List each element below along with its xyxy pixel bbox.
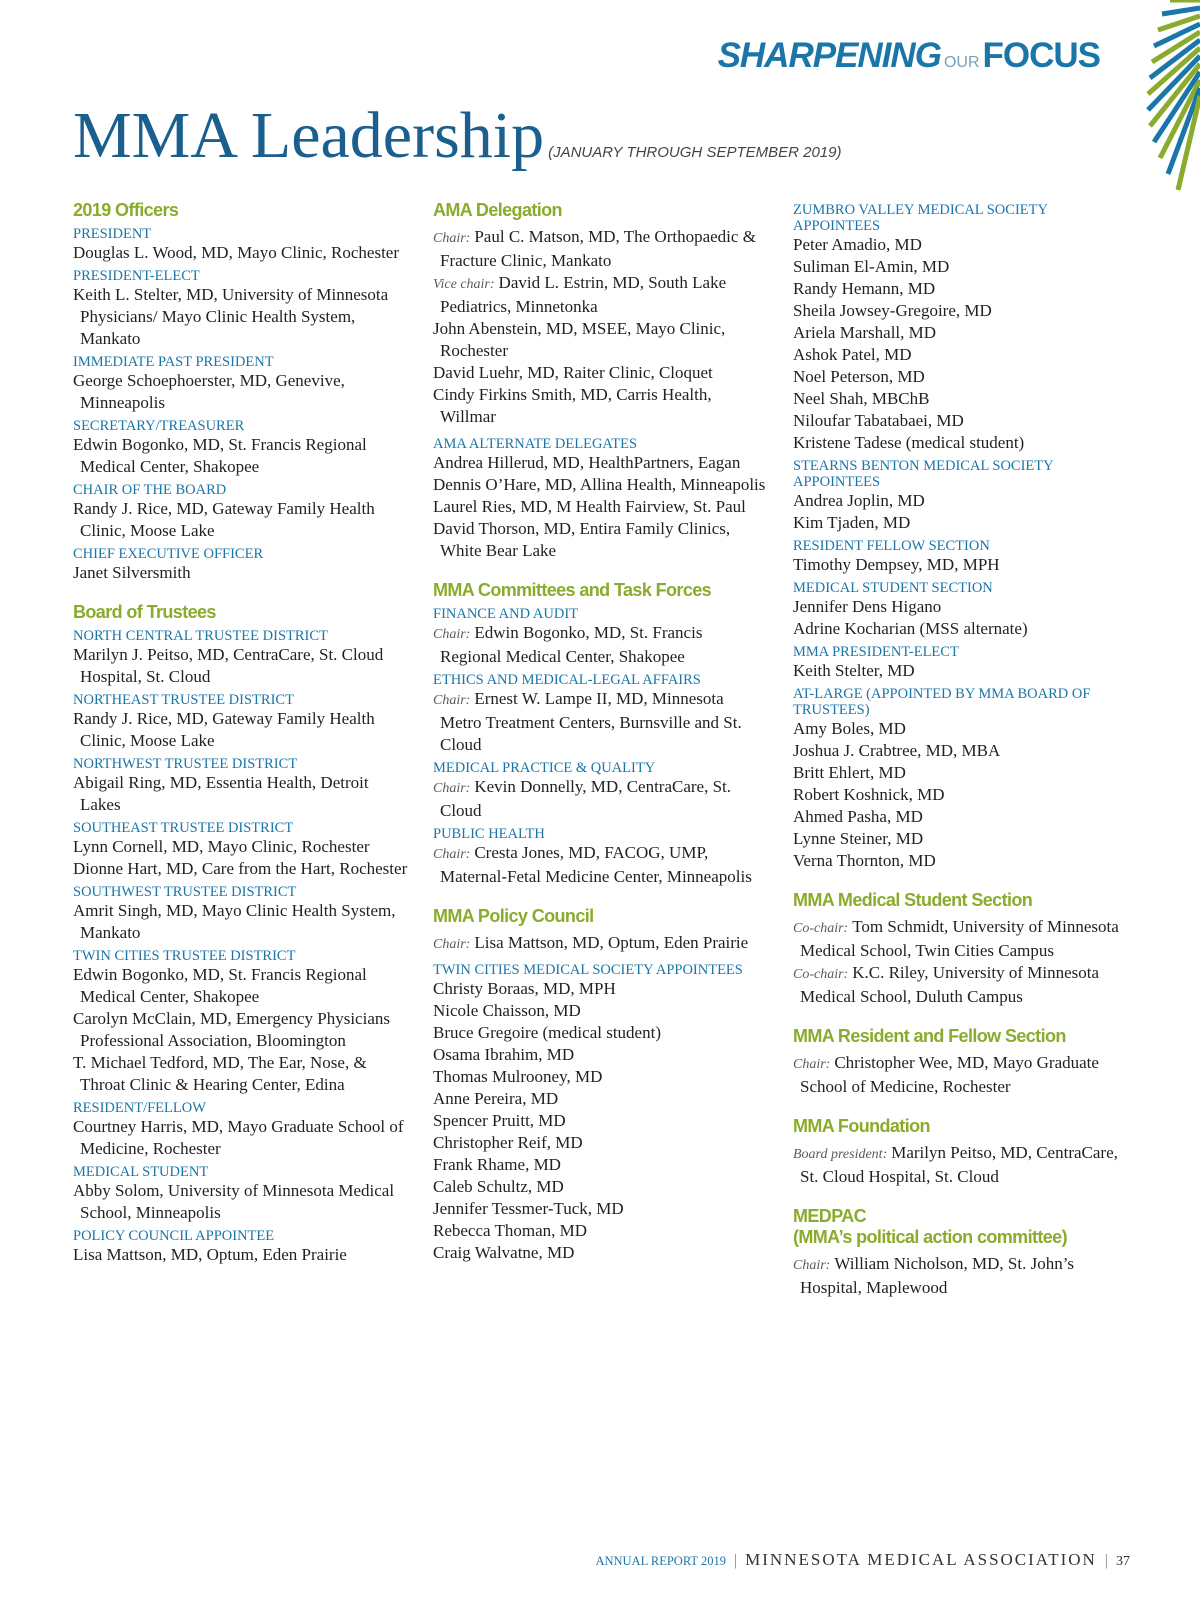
subsection-title: MEDICAL STUDENT SECTION [793,580,993,596]
role-label: Chair: [433,231,471,246]
twin-cities-appointees [433,978,768,1264]
member-entry: Bruce Gregoire (medical student) [433,1023,661,1042]
member-name: K.C. Riley, University of Minnesota Medical School, Duluth Campus [800,963,1100,1006]
member-entry [433,842,768,888]
member-entry: Suliman El-Amin, MD [793,257,950,276]
member-entry: Lynn Cornell, MD, Mayo Clinic, Rochester [73,837,370,856]
role-label: Chair: [793,1258,831,1273]
subsection-title: NORTHWEST TRUSTEE DISTRICT [73,756,298,772]
subsection [433,672,768,756]
subsection-title: CHIEF EXECUTIVE OFFICER [73,546,264,562]
committees-section [433,580,768,888]
member-entry: Courtney Harris, MD, Mayo Graduate School of Medicine, Rochester [73,1117,404,1158]
subsection-title: SECRETARY/TREASURER [73,418,245,434]
section-heading-sub: (MMA’s political action committee) [793,1227,1067,1247]
role-label: Chair: [793,1057,831,1072]
column-2 [433,200,768,1282]
member-entry: Verna Thornton, MD [793,851,936,870]
member-entry: T. Michael Tedford, MD, The Ear, Nose, & Throat Clinic & Hearing Center, Edina [73,1053,367,1094]
foundation-section [793,1116,1133,1188]
member-entry: Jennifer Tessmer-Tuck, MD [433,1199,624,1218]
footer-org: MINNESOTA MEDICAL ASSOCIATION [745,1550,1097,1569]
member-entry: Britt Ehlert, MD [793,763,906,782]
member-name: Lisa Mattson, MD, Optum, Eden Prairie [474,933,749,952]
subsection [433,606,768,668]
member-entry: George Schoephoerster, MD, Genevive, Minneapolis [73,371,345,412]
footer-separator: | [1104,1552,1108,1569]
subsection [73,1100,408,1160]
member-entry: Edwin Bogonko, MD, St. Francis Regional Medical Center, Shakopee [73,435,367,476]
member-name: Cresta Jones, MD, FACOG, UMP, Maternal-Fetal Medicine Center, Minneapolis [440,843,752,886]
page-title [73,98,842,174]
member-entry: Douglas L. Wood, MD, Mayo Clinic, Rochester [73,243,400,262]
member-entry: Craig Walvatne, MD [433,1243,575,1262]
role-label: Chair: [433,627,471,642]
rfs-section [793,1026,1133,1098]
member-entry: Dionne Hart, MD, Care from the Hart, Rochester [73,859,408,878]
member-entry: Jennifer Dens Higano [793,597,942,616]
member-entry [433,272,768,318]
rfs-chair [793,1052,1133,1098]
member-name: David L. Estrin, MD, South Lake Pediatrics, Minnetonka [440,273,727,316]
member-name: Christopher Wee, MD, Mayo Graduate School of Medicine, Rochester [800,1053,1099,1096]
subsection [73,226,408,264]
member-entry: Caleb Schultz, MD [433,1177,564,1196]
member-entry [433,226,768,272]
member-entry: Spencer Pruitt, MD [433,1111,566,1130]
subsection [73,692,408,752]
subsection [433,760,768,822]
member-entry: Kim Tjaden, MD [793,513,911,532]
ama-alternates [433,452,768,562]
subsection [793,202,1133,454]
member-entry: Noel Peterson, MD [793,367,925,386]
subsection-title: MEDICAL STUDENT [73,1164,209,1180]
mss-chairs [793,916,1133,1008]
brand-word-sharpening: SHARPENING [717,36,941,75]
member-entry: Ashok Patel, MD [793,345,912,364]
member-name: Ernest W. Lampe II, MD, Minnesota Metro Treatment Centers, Burnsville and St. Cloud [440,689,742,754]
role-label: Vice chair: [433,277,495,292]
member-entry: Thomas Mulrooney, MD [433,1067,603,1086]
trustee-groups [73,628,408,1266]
member-entry: Frank Rhame, MD [433,1155,561,1174]
subsection [793,686,1133,872]
subsection-title: TWIN CITIES TRUSTEE DISTRICT [73,948,296,964]
foundation-president [793,1142,1133,1188]
member-entry: Joshua J. Crabtree, MD, MBA [793,741,1001,760]
page-number: 37 [1116,1554,1130,1569]
member-entry: Keith L. Stelter, MD, University of Minnesota Physicians/ Mayo Clinic Health System, Mankato [73,285,389,348]
section-heading: AMA Delegation [433,200,562,220]
subsection [73,1164,408,1224]
member-entry: Randy Hemann, MD [793,279,936,298]
subsection-title: ZUMBRO VALLEY MEDICAL SOCIETY APPOINTEES [793,202,1048,234]
member-entry: Abigail Ring, MD, Essentia Health, Detroit Lakes [73,773,369,814]
role-label: Chair: [433,781,471,796]
subsection-title: MMA PRESIDENT-ELECT [793,644,959,660]
column-1 [73,200,408,1284]
section-heading: 2019 Officers [73,200,179,220]
subsection-title: FINANCE AND AUDIT [433,606,578,622]
section-brand [718,36,1100,76]
section-heading: MEDPAC [793,1206,867,1226]
subsection [73,546,408,584]
mss-section [793,890,1133,1008]
ama-delegates [433,226,768,428]
member-entry: Lisa Mattson, MD, Optum, Eden Prairie [73,1245,347,1264]
member-name: William Nicholson, MD, St. John’s Hospital, Maplewood [800,1254,1075,1297]
subsection [73,628,408,688]
subsection [73,884,408,944]
subsection [73,756,408,816]
member-name: Kevin Donnelly, MD, CentraCare, St. Cloud [440,777,732,820]
member-entry: Carolyn McClain, MD, Emergency Physicians Professional Association, Bloomington [73,1009,390,1050]
member-entry: Christopher Reif, MD [433,1133,583,1152]
member-entry: Christy Boraas, MD, MPH [433,979,616,998]
policy-chair [433,932,768,956]
subsection-title: POLICY COUNCIL APPOINTEE [73,1228,275,1244]
subsection [73,268,408,350]
member-entry: Edwin Bogonko, MD, St. Francis Regional Medical Center, Shakopee [73,965,367,1006]
subsection-title: IMMEDIATE PAST PRESIDENT [73,354,274,370]
brand-word-focus: FOCUS [982,36,1100,75]
member-entry: Laurel Ries, MD, M Health Fairview, St. Paul [433,497,746,516]
subsection [73,482,408,542]
page-title-subtitle: (JANUARY THROUGH SEPTEMBER 2019) [548,144,842,161]
subsection [73,820,408,880]
subsection-title: AMA ALTERNATE DELEGATES [433,436,638,452]
member-entry [793,962,1133,1008]
member-entry: Adrine Kocharian (MSS alternate) [793,619,1028,638]
member-entry: Ahmed Pasha, MD [793,807,923,826]
ama-delegation-section [433,200,768,562]
committee-groups [433,606,768,888]
role-label: Chair: [433,937,471,952]
member-entry: Peter Amadio, MD [793,235,922,254]
policy-council-section [433,906,768,1264]
subsection [73,354,408,414]
member-entry: Kristene Tadese (medical student) [793,433,1025,452]
member-entry: Neel Shah, MBChB [793,389,930,408]
member-entry [433,384,768,428]
member-entry: Abby Solom, University of Minnesota Medical School, Minneapolis [73,1181,395,1222]
section-heading: MMA Policy Council [433,906,594,926]
member-entry: Amy Boles, MD [793,719,906,738]
subsection-title: MEDICAL PRACTICE & QUALITY [433,760,656,776]
role-label: Co-chair: [793,921,849,936]
subsection [793,458,1133,534]
subsection-title: STEARNS BENTON MEDICAL SOCIETY APPOINTEES [793,458,1054,490]
member-entry [433,688,768,756]
member-entry: Nicole Chaisson, MD [433,1001,581,1020]
member-entry: Robert Koshnick, MD [793,785,945,804]
subsection-title: CHAIR OF THE BOARD [73,482,227,498]
footer-separator: | [733,1552,738,1569]
member-entry: Dennis O’Hare, MD, Allina Health, Minneapolis [433,475,766,494]
member-entry: Randy J. Rice, MD, Gateway Family Health Clinic, Moose Lake [73,499,375,540]
role-label: Board president: [793,1147,888,1162]
appointee-groups [793,202,1133,872]
member-entry: Andrea Hillerud, MD, HealthPartners, Eagan [433,453,741,472]
subsection [73,418,408,478]
member-name: Paul C. Matson, MD, The Orthopaedic & Fracture Clinic, Mankato [440,227,756,270]
officer-groups [73,226,408,584]
member-entry: Janet Silversmith [73,563,191,582]
subsection-title: NORTHEAST TRUSTEE DISTRICT [73,692,294,708]
medpac-section [793,1206,1133,1299]
brand-word-our: OUR [943,54,980,71]
subsection [433,826,768,888]
subsection-title: RESIDENT FELLOW SECTION [793,538,990,554]
policy-appointee-groups [793,202,1133,872]
subsection-title: AT-LARGE (APPOINTED BY MMA BOARD OF TRUSTEES) [793,686,1091,718]
page-title-main: MMA Leadership [73,99,545,172]
member-name: Cindy Firkins Smith, MD, Carris Health, Willmar [433,385,712,426]
member-entry: Osama Ibrahim, MD [433,1045,575,1064]
member-entry: Rebecca Thoman, MD [433,1221,588,1240]
footer-report: ANNUAL REPORT 2019 [595,1554,726,1568]
role-label: Chair: [433,847,471,862]
section-heading: MMA Resident and Fellow Section [793,1026,1066,1046]
member-entry: Niloufar Tabatabaei, MD [793,411,964,430]
member-entry [793,916,1133,962]
trustees-section [73,602,408,1266]
member-entry [433,776,768,822]
member-entry [433,622,768,668]
column-3 [793,200,1133,1317]
member-entry: Marilyn J. Peitso, MD, CentraCare, St. Cloud Hospital, St. Cloud [73,645,384,686]
member-entry: Lynne Steiner, MD [793,829,924,848]
section-heading: MMA Committees and Task Forces [433,580,712,600]
page-footer [595,1550,1130,1570]
role-label: Co-chair: [793,967,849,982]
member-name: Marilyn Peitso, MD, CentraCare, St. Cloud Hospital, St. Cloud [800,1143,1118,1186]
section-heading: Board of Trustees [73,602,216,622]
subsection [73,948,408,1096]
member-name: Edwin Bogonko, MD, St. Francis Regional Medical Center, Shakopee [440,623,703,666]
subsection-title: PUBLIC HEALTH [433,826,545,842]
member-entry: Anne Pereira, MD [433,1089,559,1108]
subsection [793,644,1133,682]
member-entry: Andrea Joplin, MD [793,491,925,510]
member-entry: Ariela Marshall, MD [793,323,937,342]
member-entry [433,318,768,362]
member-entry: Amrit Singh, MD, Mayo Clinic Health System, Mankato [73,901,396,942]
member-name: John Abenstein, MD, MSEE, Mayo Clinic, Rochester [433,319,726,360]
subsection-title: SOUTHEAST TRUSTEE DISTRICT [73,820,294,836]
section-heading: MMA Foundation [793,1116,930,1136]
member-entry: Timothy Dempsey, MD, MPH [793,555,1000,574]
subsection-title: PRESIDENT [73,226,152,242]
sunburst-graphic [1140,0,1200,200]
subsection-title: NORTH CENTRAL TRUSTEE DISTRICT [73,628,328,644]
medpac-chair [793,1253,1133,1299]
member-name: Tom Schmidt, University of Minnesota Medical School, Twin Cities Campus [800,917,1119,960]
role-label: Chair: [433,693,471,708]
subsection [73,1228,408,1266]
member-entry: Keith Stelter, MD [793,661,915,680]
subsection [793,580,1133,640]
subsection-title: TWIN CITIES MEDICAL SOCIETY APPOINTEES [433,962,743,978]
member-entry [433,362,768,384]
subsection [793,538,1133,576]
subsection-title: SOUTHWEST TRUSTEE DISTRICT [73,884,297,900]
section-heading: MMA Medical Student Section [793,890,1033,910]
subsection-title: RESIDENT/FELLOW [73,1100,206,1116]
officers-section [73,200,408,584]
member-name: David Luehr, MD, Raiter Clinic, Cloquet [433,363,713,382]
subsection-title: ETHICS AND MEDICAL-LEGAL AFFAIRS [433,672,701,688]
member-entry: David Thorson, MD, Entira Family Clinics, White Bear Lake [433,519,731,560]
member-entry: Randy J. Rice, MD, Gateway Family Health Clinic, Moose Lake [73,709,375,750]
subsection-title: PRESIDENT-ELECT [73,268,200,284]
member-entry: Sheila Jowsey-Gregoire, MD [793,301,992,320]
